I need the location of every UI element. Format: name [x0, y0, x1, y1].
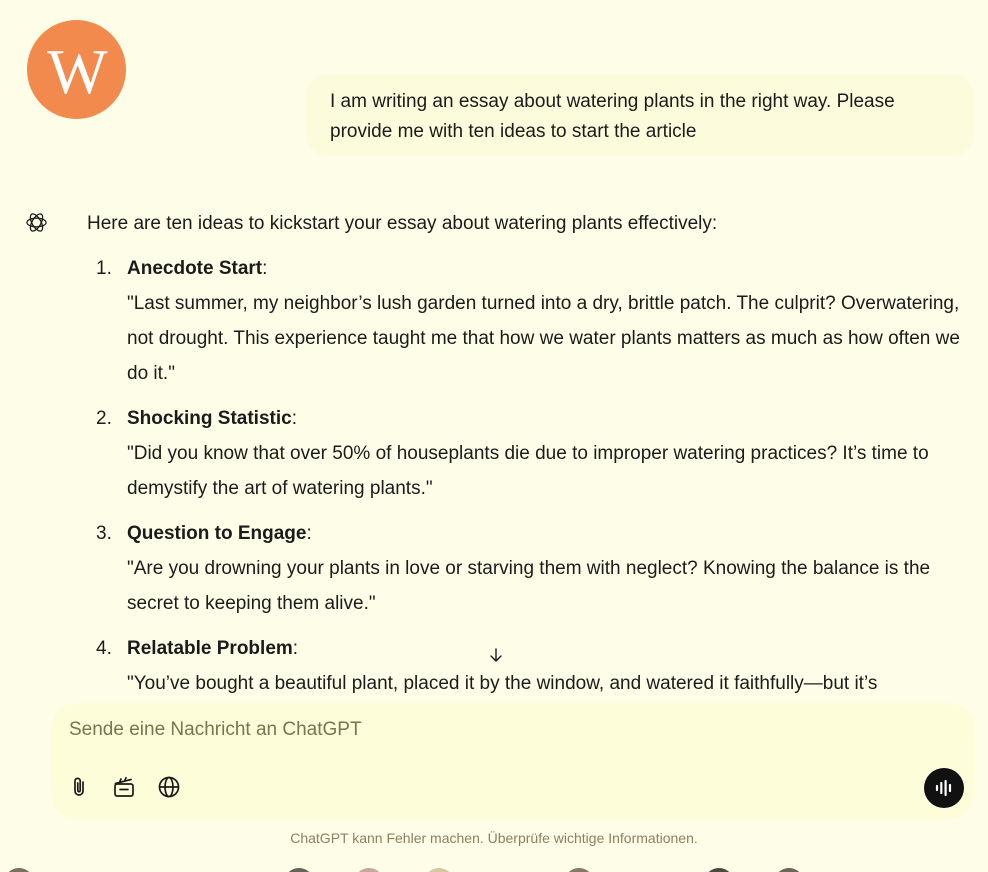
message-composer	[51, 703, 975, 819]
disclaimer-text: ChatGPT kann Fehler machen. Überprüfe wichtige Informationen.	[290, 830, 698, 846]
voice-mode-icon	[933, 777, 955, 799]
list-number: 2.	[96, 408, 112, 429]
item-title: Relatable Problem	[127, 638, 293, 659]
item-title: Shocking Statistic	[127, 408, 292, 429]
thumbnail	[424, 868, 454, 872]
item-title: Question to Engage	[127, 523, 307, 544]
scroll-to-bottom-button[interactable]	[484, 643, 508, 667]
openai-logo-icon	[25, 211, 48, 234]
item-quote: "You’ve bought a beautiful plant, placed it by the window, and watered it faithfully—but it’s	[127, 673, 878, 694]
item-quote: "Did you know that over 50% of houseplants die due to improper watering practices? It’s time to demystify the art of watering plants."	[127, 443, 929, 499]
attach-button[interactable]	[66, 774, 92, 800]
list-number: 1.	[96, 258, 112, 279]
thumbnail	[354, 868, 384, 872]
user-avatar	[27, 20, 126, 119]
thumbnail	[774, 868, 804, 872]
item-quote: "Last summer, my neighbor’s lush garden turned into a dry, brittle patch. The culprit? Overwatering, not drought. This experience taught me that how we water plants matters as much as how often we do it."	[127, 293, 960, 384]
voice-mode-button[interactable]	[924, 768, 964, 808]
message-input[interactable]	[69, 717, 949, 743]
user-message: I am writing an essay about watering plants in the right way. Please provide me with ten ideas to start the article	[306, 74, 974, 156]
list-item: 3. Question to Engage: "Are you drowning your plants in love or starving them with neglect? Knowing the balance is the secret to keeping them alive."	[87, 516, 977, 621]
avatar-letter: W	[47, 35, 106, 107]
arrow-down-icon	[488, 647, 504, 663]
globe-icon	[157, 775, 181, 799]
list-number: 3.	[96, 523, 112, 544]
canvas-button[interactable]	[111, 774, 137, 800]
clapperboard-icon	[112, 775, 136, 799]
list-item: 2. Shocking Statistic: "Did you know that over 50% of houseplants die due to improper watering practices? It’s time to demystify the art of watering plants."	[87, 401, 977, 506]
assistant-message	[87, 206, 977, 711]
item-title: Anecdote Start	[127, 258, 263, 279]
thumbnail	[284, 868, 314, 872]
idea-list	[87, 251, 977, 701]
bottom-thumbnail-strip	[0, 864, 988, 872]
list-item: 1. Anecdote Start: "Last summer, my neighbor’s lush garden turned into a dry, brittle patch. The culprit? Overwatering, not drought. This experience taught me that how we water plants matters as much as how often we do it."	[87, 251, 977, 391]
assistant-intro: Here are ten ideas to kickstart your essay about watering plants effectively:	[87, 213, 718, 234]
list-item: 4. Relatable Problem: "You’ve bought a beautiful plant, placed it by the window, and watered it faithfully—but it’s	[87, 631, 977, 701]
web-search-button[interactable]	[156, 774, 182, 800]
thumbnail	[4, 868, 34, 872]
thumbnail	[564, 868, 594, 872]
thumbnail	[704, 868, 734, 872]
item-quote: "Are you drowning your plants in love or starving them with neglect? Knowing the balance is the secret to keeping them alive."	[127, 558, 931, 614]
list-number: 4.	[96, 638, 112, 659]
paperclip-icon	[67, 775, 91, 799]
